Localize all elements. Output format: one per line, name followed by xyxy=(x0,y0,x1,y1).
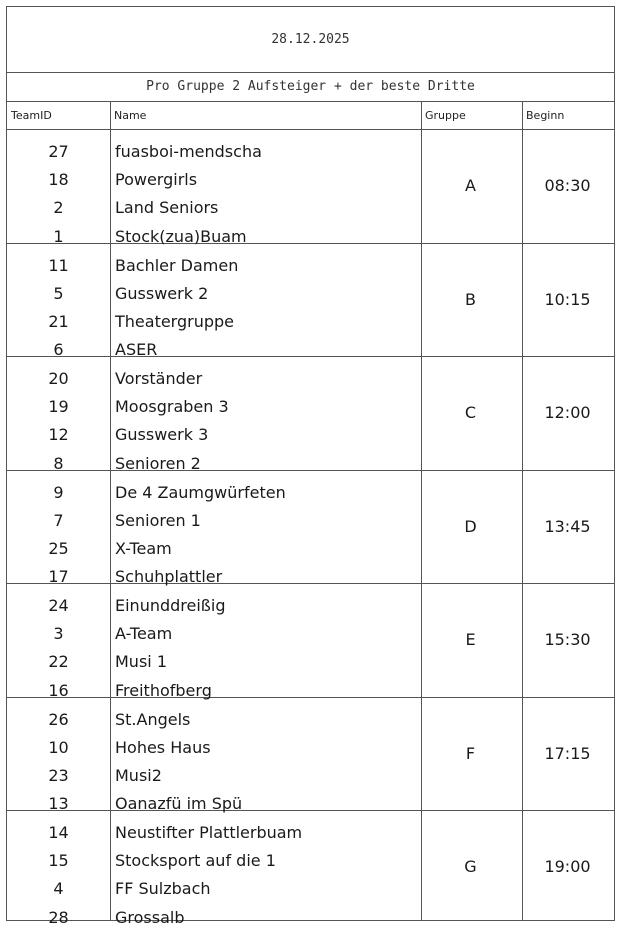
team-id: 7 xyxy=(53,510,64,530)
team-id: 11 xyxy=(48,255,69,275)
group-letter: A xyxy=(465,176,476,195)
team-name: Schuhplattler xyxy=(115,567,223,587)
team-id: 8 xyxy=(53,453,64,473)
team-name: fuasboi-mendscha xyxy=(115,142,262,161)
team-id: 1 xyxy=(53,226,64,246)
group-start-time: 17:15 xyxy=(544,743,591,763)
team-id: 25 xyxy=(48,538,69,558)
team-name: Powergirls xyxy=(115,170,198,190)
team-id: 15 xyxy=(48,851,69,871)
group-letter: G xyxy=(464,857,477,876)
team-name: Einunddreißig xyxy=(115,596,226,615)
team-name: De 4 Zaumgwürfeten xyxy=(115,482,286,502)
group-start-time: 15:30 xyxy=(544,630,591,649)
team-id: 24 xyxy=(48,596,69,615)
team-name: Freithofberg xyxy=(115,680,212,700)
team-id: 14 xyxy=(48,823,69,842)
team-id: 13 xyxy=(48,794,69,814)
team-id: 22 xyxy=(48,652,69,672)
team-id: 23 xyxy=(48,765,69,785)
team-name: Senioren 2 xyxy=(115,453,201,473)
column-header-teamid: TeamID xyxy=(7,101,110,130)
group-start-time: 13:45 xyxy=(544,516,591,536)
team-name: Vorständer xyxy=(115,369,203,388)
team-id: 16 xyxy=(48,680,69,700)
team-name: Gusswerk 2 xyxy=(115,283,209,303)
team-name: Neustifter Plattlerbuam xyxy=(115,823,303,842)
qualification-note: Pro Gruppe 2 Aufsteiger + der beste Dritte xyxy=(7,72,614,102)
group-block xyxy=(7,244,614,358)
group-start-time: 10:15 xyxy=(544,289,591,309)
column-header-start: Beginn xyxy=(522,101,614,130)
group-letter: C xyxy=(464,403,477,422)
team-id: 3 xyxy=(53,624,64,644)
column-header-group: Gruppe xyxy=(421,101,522,130)
team-name: X-Team xyxy=(115,538,172,558)
team-name: Theatergruppe xyxy=(115,311,235,331)
team-name: Senioren 1 xyxy=(115,510,201,530)
team-id: 5 xyxy=(53,283,64,303)
group-block xyxy=(7,130,614,244)
team-name: ASER xyxy=(115,340,158,360)
schedule-sheet xyxy=(6,6,615,927)
team-name: FF Sulzbach xyxy=(115,879,211,899)
group-start-time: 19:00 xyxy=(544,857,591,876)
team-id: 26 xyxy=(48,709,69,729)
team-name: St.Angels xyxy=(115,709,191,729)
team-id: 18 xyxy=(48,170,69,190)
group-block xyxy=(7,471,614,585)
group-letter: D xyxy=(464,516,477,536)
team-id: 19 xyxy=(48,397,69,417)
group-block xyxy=(7,357,614,471)
group-start-time: 12:00 xyxy=(544,403,591,422)
date-header: 28.12.2025 xyxy=(7,7,614,73)
team-name: Grossalb xyxy=(115,907,185,927)
team-name: Musi 1 xyxy=(115,652,167,672)
team-id: 28 xyxy=(48,907,69,927)
team-id: 2 xyxy=(53,198,64,218)
group-block xyxy=(7,584,614,698)
team-name: Hohes Haus xyxy=(115,737,211,757)
team-id: 9 xyxy=(53,482,64,502)
team-id: 20 xyxy=(48,369,69,388)
team-name: Moosgraben 3 xyxy=(115,397,229,417)
column-header-name: Name xyxy=(110,101,421,130)
team-id: 6 xyxy=(53,340,64,360)
group-letter: E xyxy=(465,630,476,649)
team-id: 17 xyxy=(48,567,69,587)
team-name: Gusswerk 3 xyxy=(115,425,209,445)
team-name: Bachler Damen xyxy=(115,255,239,275)
team-name: Land Seniors xyxy=(115,198,219,218)
team-id: 12 xyxy=(48,425,69,445)
team-name: Stock(zua)Buam xyxy=(115,226,247,246)
group-letter: F xyxy=(465,743,476,763)
team-name: Musi2 xyxy=(115,765,162,785)
group-start-time: 08:30 xyxy=(544,176,591,195)
team-name: A-Team xyxy=(115,624,173,644)
team-id: 4 xyxy=(53,879,64,899)
team-id: 27 xyxy=(48,142,69,161)
group-letter: B xyxy=(465,289,476,309)
team-name: Oanazfü im Spü xyxy=(115,794,243,814)
group-block xyxy=(7,698,614,812)
team-id: 21 xyxy=(48,311,69,331)
group-block xyxy=(7,811,614,925)
team-id: 10 xyxy=(48,737,69,757)
team-name: Stocksport auf die 1 xyxy=(115,851,276,871)
